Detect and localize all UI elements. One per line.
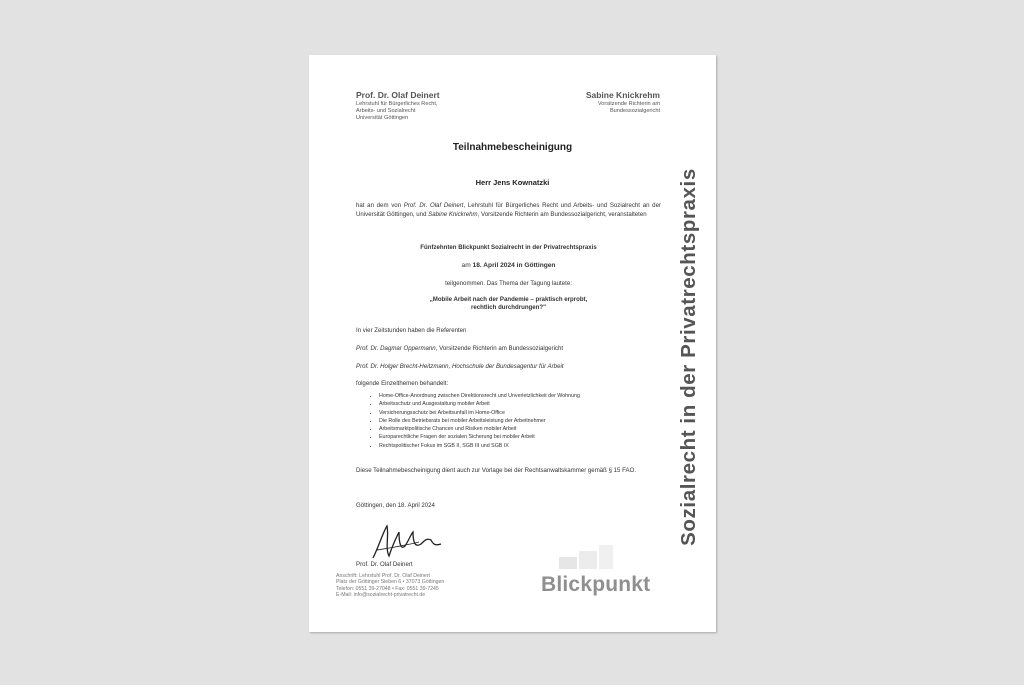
- co-host-line: Vorsitzende Richterin am: [597, 101, 660, 107]
- sender-line: Arbeits- und Sozialrecht: [356, 108, 416, 114]
- co-host-name: Sabine Knickrehm: [585, 90, 660, 100]
- sender-line: Universität Göttingen: [356, 115, 409, 121]
- topic-title: „Mobile Arbeit nach der Pandemie – praktisch erprobt,: [429, 296, 588, 303]
- hours-text: In vier Zeitstunden haben die Referenten: [356, 327, 467, 334]
- topics-intro: folgende Einzelthemen behandelt:: [356, 380, 449, 387]
- certificate-page: [309, 55, 716, 632]
- speaker-name: Prof. Dr. Dagmar Oppermann: [356, 345, 436, 352]
- document-title: Teilnahmebescheinigung: [452, 142, 573, 153]
- closing-text: Diese Teilnahmebescheinigung dient auch zur Vorlage bei der Rechtsanwaltskammer gemäß § 15 FAO.: [356, 467, 637, 474]
- list-item: • Home-Office-Anordnung zwischen Direktionsrecht und Unverletzlichkeit der Wohnung: [379, 392, 580, 400]
- topic-intro: teilgenommen. Das Thema der Tagung lautete:: [445, 280, 572, 287]
- list-item: • Die Rolle des Betriebsrats bei mobiler Arbeitsleistung der Arbeitnehmer: [379, 417, 580, 425]
- list-item: • Europarechtliche Fragen der sozialen Sicherung bei mobiler Arbeit: [379, 433, 580, 441]
- event-date-line: am 18. April 2024 in Göttingen: [461, 262, 556, 269]
- list-item: • Rechtspolitischer Fokus im SGB II, SGB III und SGB IX: [379, 442, 580, 450]
- list-item: • Versicherungsschutz bei Arbeitsunfall im Home-Office: [379, 409, 580, 417]
- event-name: Fünfzehnten Blickpunkt Sozialrecht in der Privatrechtspraxis: [420, 244, 597, 251]
- vertical-series-title: Sozialrecht in der Privatrechtspraxis: [677, 168, 700, 546]
- recipient-name: Herr Jens Kownatzki: [475, 178, 550, 187]
- logo-mark: [557, 543, 617, 573]
- topics-list: [367, 392, 580, 450]
- sender-name: Prof. Dr. Olaf Deinert: [356, 90, 440, 100]
- place-date: Göttingen, den 18. April 2024: [356, 502, 435, 509]
- list-item: • Arbeitsmarktpolitische Chancen und Risiken mobiler Arbeit: [379, 425, 580, 433]
- topic-title: rechtlich durchdrungen?": [470, 304, 546, 311]
- speaker-line: Prof. Dr. Holger Brecht-Heitzmann, Hochschule der Bundesagentur für Arbeit: [356, 363, 564, 370]
- list-item: • Arbeitsschutz und Ausgestaltung mobiler Arbeit: [379, 400, 580, 408]
- signature: [369, 520, 449, 562]
- host-name: Prof. Dr. Olaf Deinert: [403, 202, 464, 209]
- sender-line: Lehrstuhl für Bürgerliches Recht,: [356, 101, 438, 107]
- event-date: 18. April 2024 in Göttingen: [472, 262, 556, 269]
- blickpunkt-logo-text: Blickpunkt: [541, 573, 651, 596]
- signatory-name: Prof. Dr. Olaf Deinert: [356, 561, 413, 568]
- intro-paragraph: hat an dem von Prof. Dr. Olaf Deinert, Lehrstuhl für Bürgerliches Recht und Arbeits- und Sozialrecht an der Universität Göttingen, und Sabine Knickrehm, Vorsitzende Richterin am Bundessozialgericht, veranstalteten: [356, 202, 661, 218]
- address-block: Anschrift: Lehrstuhl Prof. Dr. Olaf Deinert Platz der Göttinger Sieben 6 • 37073 Göttingen Telefon: 0551 39-27048 • Fax: 0551 39-7245 E-Mail: info@sozialrecht-privatrecht.de: [336, 573, 445, 599]
- speaker-line: Prof. Dr. Dagmar Oppermann, Vorsitzende Richterin am Bundessozialgericht: [356, 345, 564, 352]
- host-name: Sabine Knickrehm: [428, 211, 478, 218]
- co-host-line: Bundessozialgericht: [609, 108, 660, 114]
